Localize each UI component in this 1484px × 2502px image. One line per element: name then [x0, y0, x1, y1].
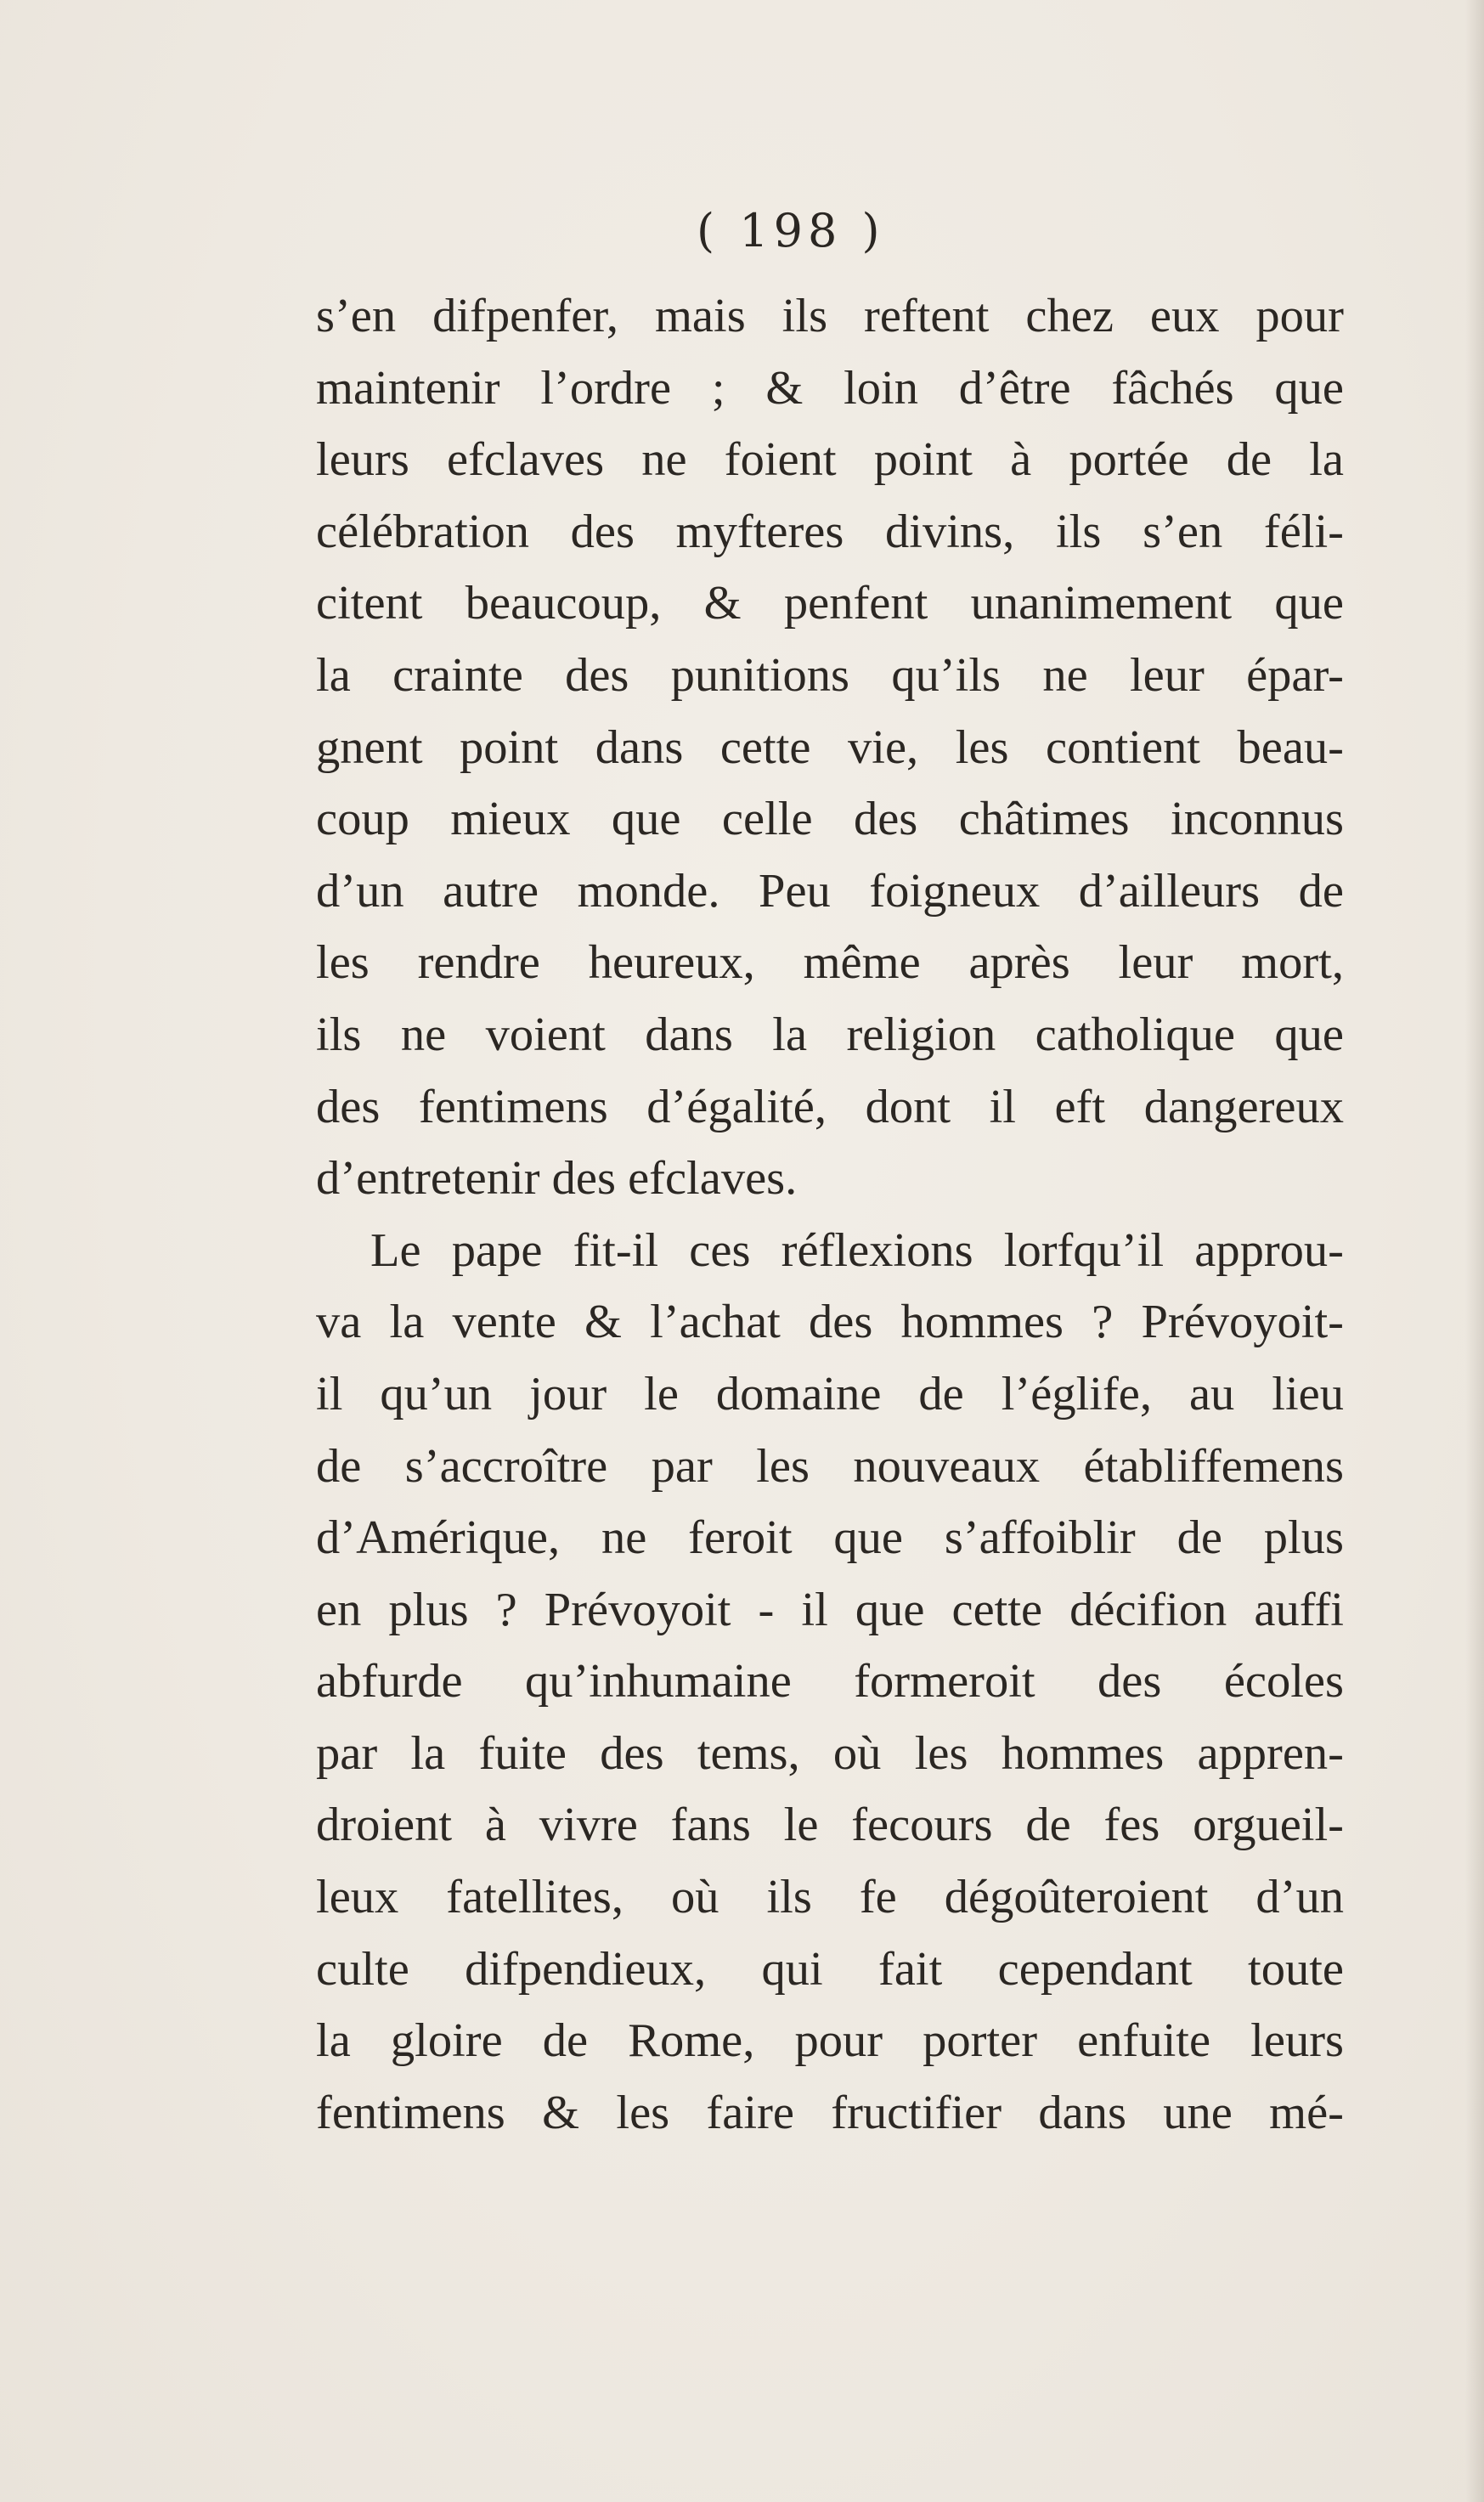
paragraph-1 — [316, 280, 1344, 1215]
page-number: ( 198 ) — [697, 204, 885, 257]
text-line: d’Amérique, ne feroit que s’affoiblir de plus — [316, 1511, 1344, 1565]
text-line: d’un autre monde. Peu foigneux d’ailleurs de — [316, 864, 1344, 918]
text-line: en plus ? Prévoyoit - il que cette décifion auffi — [316, 1583, 1344, 1636]
text-line: coup mieux que celle des châtimes inconnus — [316, 793, 1344, 846]
text-line: la crainte des punitions qu’ils ne leur épar- — [316, 648, 1344, 702]
text-line: maintenir l’ordre ; & loin d’être fâchés que — [316, 361, 1344, 415]
text-line: d’entretenir des efclaves. — [316, 1152, 798, 1206]
text-line: s’en difpenfer, mais ils reftent chez eux pour — [316, 290, 1344, 342]
text-line: Le pape fit-il ces réflexions lorfqu’il approu- — [370, 1223, 1344, 1277]
text-line: gnent point dans cette vie, les contient beau- — [316, 720, 1344, 774]
text-line: des fentimens d’égalité, dont il eft dangereux — [316, 1080, 1344, 1133]
body-text — [316, 280, 1344, 2149]
text-line: il qu’un jour le domaine de l’églife, au lieu — [316, 1367, 1344, 1420]
text-line: de s’accroître par les nouveaux établiffemens — [316, 1439, 1344, 1493]
text-line: les rendre heureux, même après leur mort, — [316, 936, 1344, 990]
text-line: la gloire de Rome, pour porter enfuite leurs — [316, 2014, 1344, 2068]
text-line: célébration des myfteres divins, ils s’en féli- — [316, 505, 1344, 558]
page-edge-shadow — [1465, 0, 1484, 2502]
text-line: citent beaucoup, & penfent unanimement que — [316, 577, 1344, 630]
text-line: ils ne voient dans la religion catholique que — [316, 1008, 1344, 1061]
text-line: fentimens & les faire fructifier dans une mé- — [316, 2086, 1344, 2139]
text-line: va la vente & l’achat des hommes ? Prévoyoit- — [316, 1296, 1344, 1349]
text-line: leux fatellites, où ils fe dégoûteroient d’un — [316, 1871, 1344, 1924]
text-line: par la fuite des tems, où les hommes appren- — [316, 1726, 1344, 1780]
text-line: abfurde qu’inhumaine formeroit des écoles — [316, 1655, 1344, 1708]
text-line: leurs efclaves ne foient point à portée de la — [316, 433, 1344, 487]
text-line: culte difpendieux, qui fait cependant toute — [316, 1942, 1344, 1996]
paragraph-2 — [316, 1215, 1344, 2149]
text-line: droient à vivre fans le fecours de fes orgueil- — [316, 1799, 1344, 1852]
